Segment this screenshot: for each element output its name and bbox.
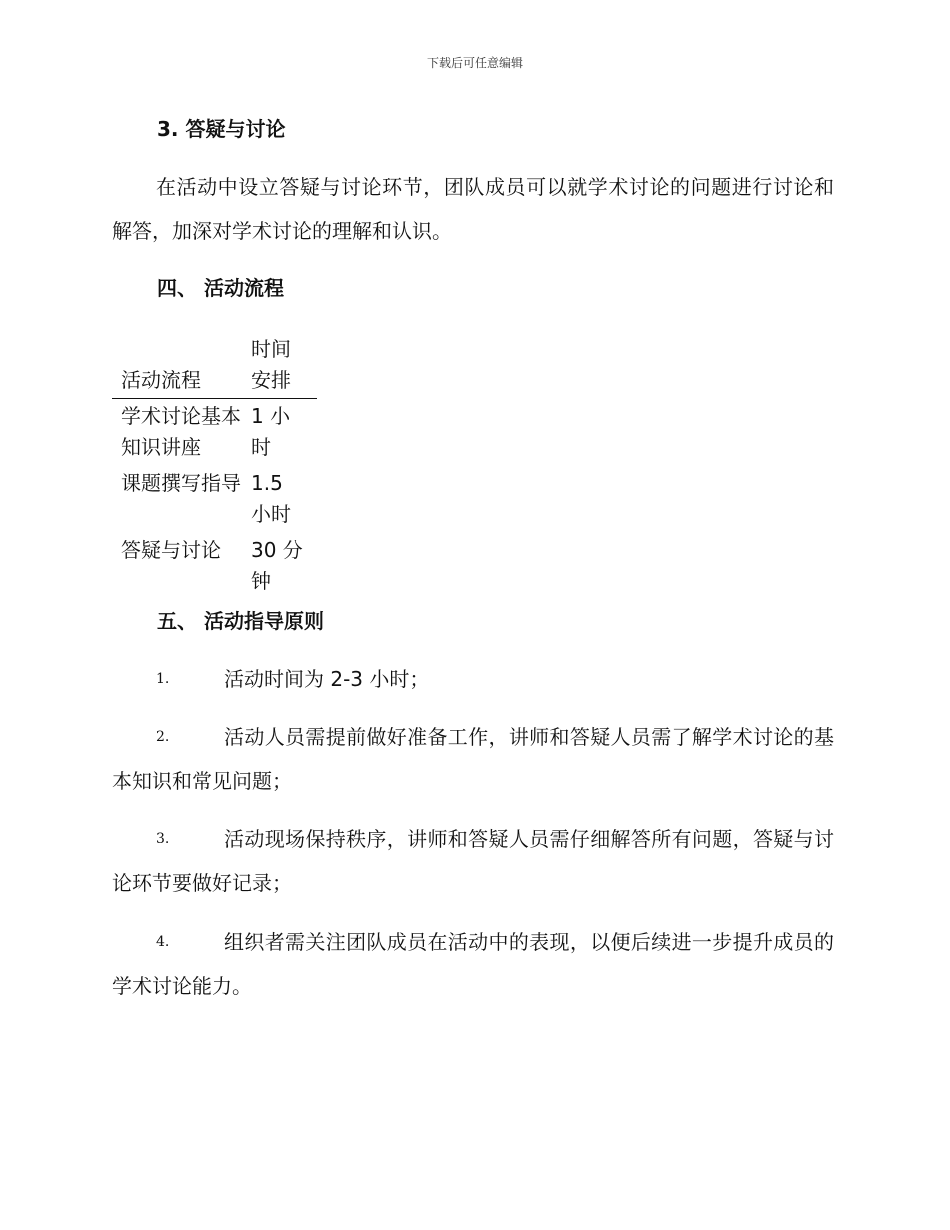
table-cell-activity: 答疑与讨论 bbox=[121, 538, 221, 562]
table-row bbox=[112, 466, 317, 533]
table-row bbox=[112, 533, 317, 600]
table-cell-time: 1 小时 bbox=[251, 404, 291, 459]
list-item bbox=[112, 715, 834, 803]
list-item bbox=[112, 657, 834, 701]
table-cell-time: 30 分钟 bbox=[251, 538, 303, 593]
list-item bbox=[112, 920, 834, 1008]
page-header: 下载后可任意编辑 bbox=[426, 56, 523, 70]
section-heading-principles: 五、 活动指导原则 bbox=[157, 609, 324, 633]
list-item-text: 活动现场保持秩序，讲师和答疑人员需仔细解答所有问题，答疑与讨论环节要做好记录； bbox=[112, 827, 834, 895]
list-item-text: 活动时间为 2-3 小时； bbox=[224, 667, 430, 691]
list-item-number: 4. bbox=[156, 934, 170, 950]
section-heading-qa: 3. 答疑与讨论 bbox=[157, 117, 286, 141]
list-item-number: 2. bbox=[156, 729, 170, 745]
table-header-time: 时间安排 bbox=[251, 334, 317, 399]
table-cell-activity: 课题撰写指导 bbox=[121, 471, 241, 495]
list-item-number: 1. bbox=[156, 671, 170, 687]
table-cell-activity: 学术讨论基本知识讲座 bbox=[121, 404, 241, 459]
list-item-text: 组织者需关注团队成员在活动中的表现，以便后续进一步提升成员的学术讨论能力。 bbox=[112, 930, 834, 998]
list-item-number: 3. bbox=[156, 831, 170, 847]
process-table bbox=[112, 334, 317, 600]
table-header-row bbox=[112, 334, 317, 399]
section-heading-process: 四、 活动流程 bbox=[157, 276, 284, 300]
table-header-activity: 活动流程 bbox=[112, 334, 251, 399]
list-item-text: 活动人员需提前做好准备工作，讲师和答疑人员需了解学术讨论的基本知识和常见问题； bbox=[112, 725, 834, 793]
list-item bbox=[112, 817, 834, 905]
table-cell-time: 1.5 小时 bbox=[251, 471, 291, 526]
qa-paragraph: 在活动中设立答疑与讨论环节，团队成员可以就学术讨论的问题进行讨论和解答，加深对学术讨论的理解和认识。 bbox=[112, 175, 834, 243]
table-row bbox=[112, 399, 317, 467]
